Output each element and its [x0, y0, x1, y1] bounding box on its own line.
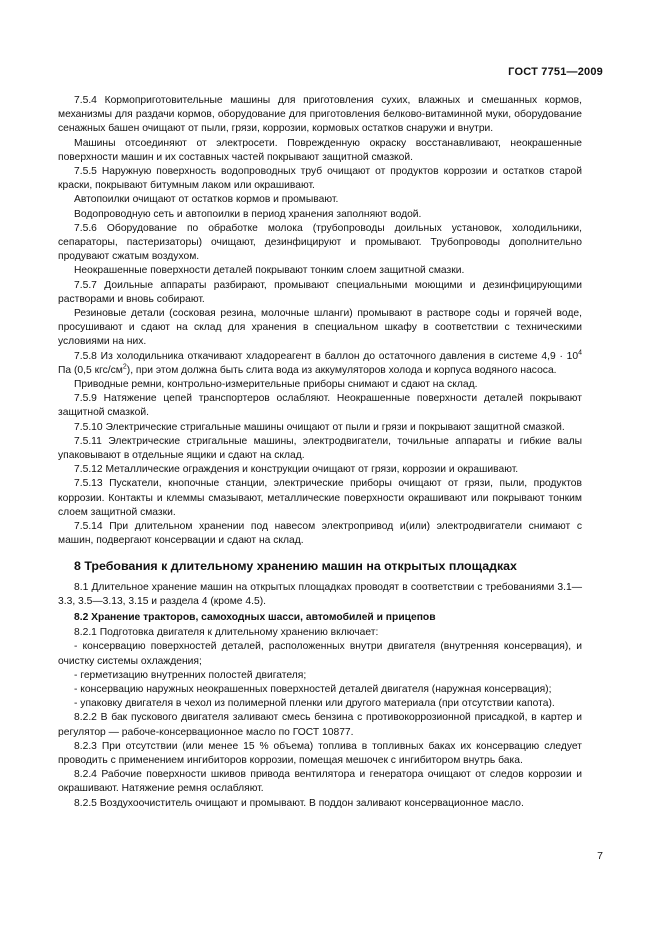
paragraph: Машины отсоединяют от электросети. Поврежденную окраску восстанавливают, неокрашенные поверхности машин и их составных частей покрывают защитной смазкой. [58, 137, 582, 163]
paragraph-7-5-11: 7.5.11 Электрические стригальные машины, электродвигатели, точильные аппараты и гибкие валы упаковывают в отдельные ящики и сдают на склад. [58, 435, 582, 462]
paragraph-8-2-4: 8.2.4 Рабочие поверхности шкивов привода вентилятора и генератора очищают от следов коррозии и окрашивают. Натяжение ремня ослабляют. [58, 769, 582, 795]
list-item: - герметизацию внутренних полостей двигателя; [74, 669, 307, 681]
paragraph-7-5-4: 7.5.4 Кормоприготовительные машины для приготовления сухих, влажных и смешанных кормов, механизмы для раздачи кормов, оборудование для приготовления белково-витаминной муки, оборудование сенажных башен очищают от пыли, грязи, коррозии, кормовых остатков снаружи и внутри. [58, 95, 582, 135]
text-segment: ), при этом должна быть слита вода из аккумуляторов холода и корпуса водяного насоса. [126, 364, 557, 376]
list-item: - упаковку двигателя в чехол из полимерной пленки или другого материала (при отсутствии капота). [74, 698, 555, 710]
superscript: 2 [122, 363, 127, 371]
subsection-8-2-heading: 8.2 Хранение тракторов, самоходных шасси, автомобилей и прицепов [74, 611, 436, 623]
paragraph-7-5-6: 7.5.6 Оборудование по обработке молока (трубопроводы доильных установок, холодильники, сепараторы, пастеризаторы) очищают, дезинфицируют и промывают. Трубопроводы дополнительно продувают сжатым воздухом. [58, 222, 582, 263]
list-item: - консервацию поверхностей деталей, расположенных внутри двигателя (внутренняя консервация), и очистку системы охлаждения; [58, 641, 582, 667]
paragraph-7-5-13: 7.5.13 Пускатели, кнопочные станции, электрические приборы очищают от грязи, пыли, продуктов коррозии. Контакты и клеммы смазывают, металлические поверхности окрашивают или покрывают тонким слоем защитной смазки. [58, 478, 582, 518]
paragraph: Водопроводную сеть и автопоилки в период хранения заполняют водой. [74, 208, 422, 220]
paragraph: Приводные ремни, контрольно-измерительные приборы снимают и сдают на склад. [74, 379, 478, 391]
paragraph-8-2-3: 8.2.3 При отсутствии (или менее 15 % объема) топлива в топливных баках их консервацию следует проводить с применением ингибиторов коррозии, помещая мешочек с ингибитором внутрь бака. [58, 740, 582, 766]
document-body [58, 94, 582, 811]
paragraph-8-2-1: 8.2.1 Подготовка двигателя к длительному хранению включает: [74, 627, 379, 639]
paragraph-7-5-12: 7.5.12 Металлические ограждения и конструкции очищают от грязи, коррозии и окрашивают. [74, 464, 519, 476]
paragraph-8-2-2: 8.2.2 В бак пускового двигателя заливают смесь бензина с противокоррозионной присадкой, в картер и регулятор — рабоче-консервационное масло по ГОСТ 10877. [58, 712, 582, 738]
paragraph-7-5-8 [58, 350, 582, 378]
superscript: 4 [578, 349, 582, 357]
paragraph-8-2-5: 8.2.5 Воздухоочиститель очищают и промывают. В поддон заливают консервационное масло. [74, 797, 524, 809]
paragraph: Неокрашенные поверхности деталей покрывают тонким слоем защитной смазки. [74, 265, 465, 277]
paragraph: Автопоилки очищают от остатков кормов и промывают. [74, 194, 339, 206]
paragraph-7-5-9: 7.5.9 Натяжение цепей транспортеров ослабляют. Неокрашенные поверхности деталей покрывают защитной смазкой. [58, 393, 582, 419]
document-header: ГОСТ 7751—2009 [508, 66, 603, 78]
text-segment: Па (0,5 кгс/см [58, 364, 123, 376]
text-segment: 7.5.8 Из холодильника откачивают хладореагент в баллон до остаточного давления в системе 4,9 · 10 [74, 350, 579, 362]
list-item: - консервацию наружных неокрашенных поверхностей деталей двигателя (наружная консервация); [74, 683, 552, 695]
paragraph: Резиновые детали (сосковая резина, молочные шланги) промывают в растворе соды и горячей воде, просушивают и сдают на склад для хранения в специальном шкафу в соответствии с техническими условиями на них. [58, 308, 582, 348]
paragraph-8-1: 8.1 Длительное хранение машин на открытых площадках проводят в соответствии с требованиями 3.1—3.3, 3.5—3.13, 3.15 и раздела 4 (кроме 4.5). [58, 581, 582, 607]
section-8-heading: 8 Требования к длительному хранению машин на открытых площадках [74, 558, 517, 573]
paragraph-7-5-7: 7.5.7 Доильные аппараты разбирают, промывают специальными моющими и дезинфицирующими растворами и вновь собирают. [58, 279, 582, 305]
page-number: 7 [597, 850, 603, 862]
paragraph-7-5-10: 7.5.10 Электрические стригальные машины очищают от пыли и грязи и покрывают защитной смазкой. [74, 421, 565, 433]
paragraph-7-5-14: 7.5.14 При длительном хранении под навесом электропривод и(или) электродвигатели снимают с машин, подвергают консервации и сдают на склад. [58, 521, 582, 547]
paragraph-7-5-5: 7.5.5 Наружную поверхность водопроводных труб очищают от продуктов коррозии и остатков старой краски, покрывают битумным лаком или окрашивают. [58, 166, 582, 192]
